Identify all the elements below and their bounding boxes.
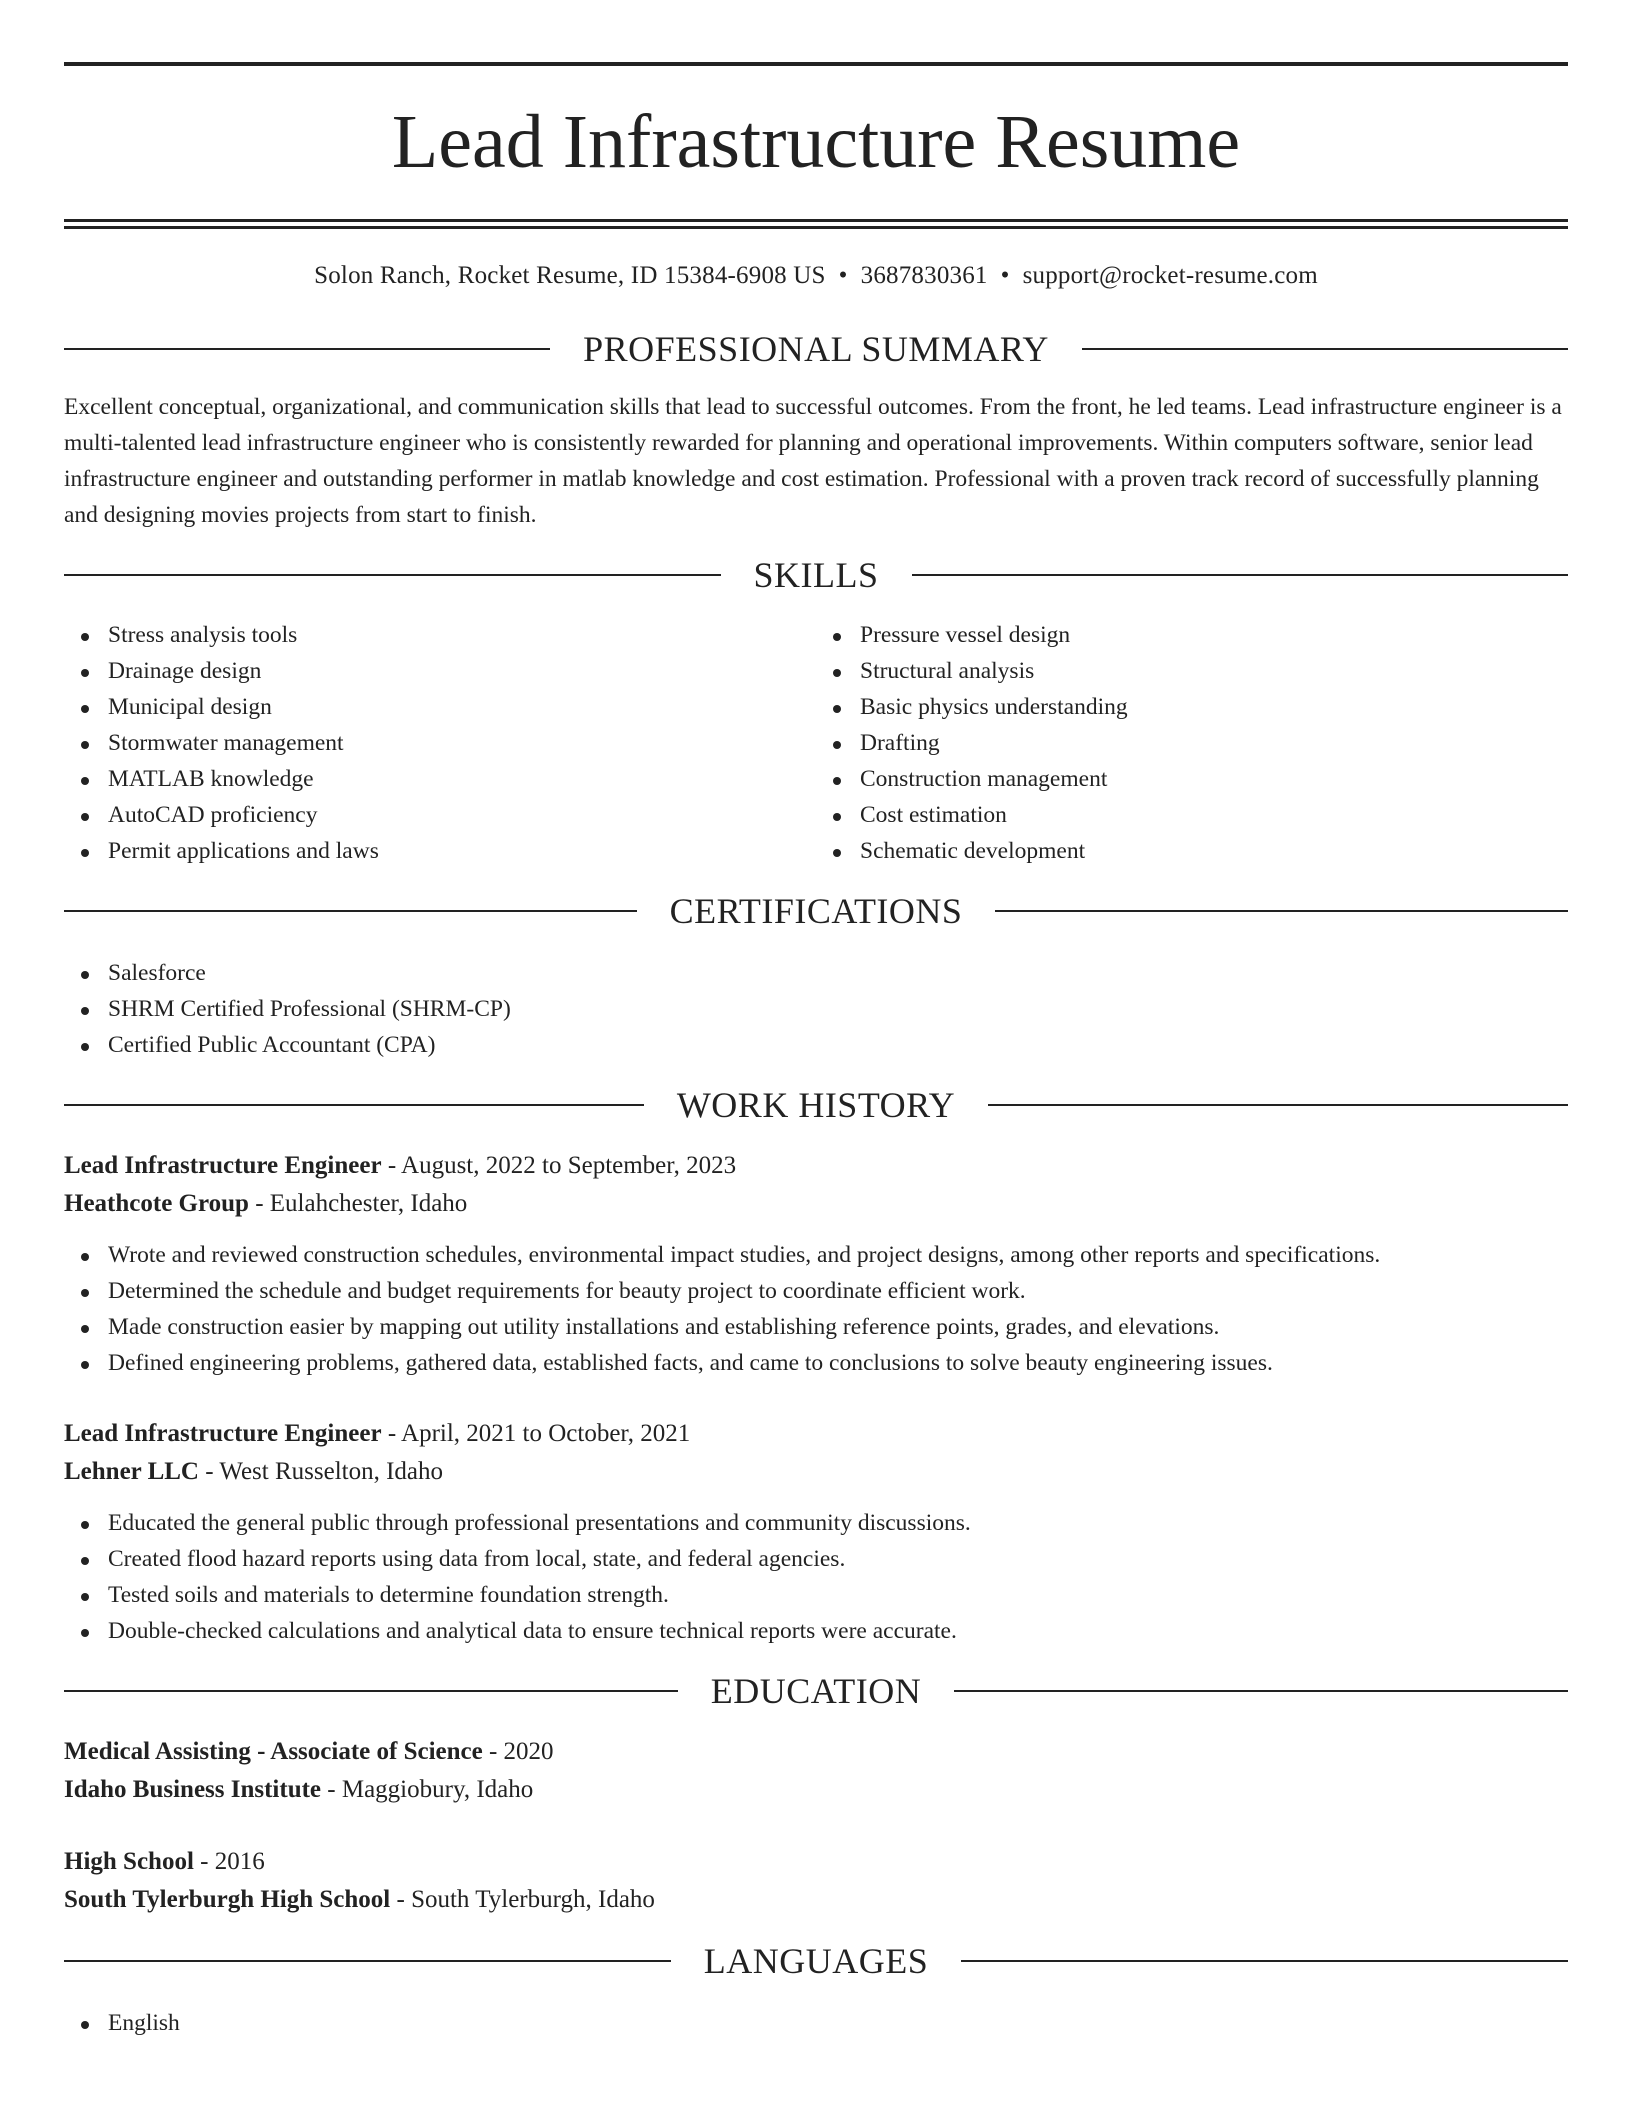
- languages-list: [64, 2005, 1568, 2041]
- skill-item: Cost estimation: [860, 797, 1568, 833]
- job-duty: Double-checked calculations and analytical data to ensure technical reports were accurate.: [108, 1613, 1568, 1649]
- contact-separator: •: [838, 262, 848, 289]
- job-dates: - April, 2021 to October, 2021: [381, 1420, 691, 1447]
- education-degree-line: [64, 1843, 1568, 1881]
- job-entry: [64, 1147, 1568, 1381]
- contact-separator: •: [1000, 262, 1010, 289]
- section-title: CERTIFICATIONS: [669, 891, 963, 931]
- job-location: - Eulahchester, Idaho: [248, 1190, 468, 1217]
- skill-item: Drainage design: [108, 653, 816, 689]
- education-degree: High School: [64, 1848, 194, 1875]
- job-company: Lehner LLC: [64, 1458, 199, 1485]
- divider-line: [64, 910, 637, 912]
- divider-line: [64, 1104, 644, 1106]
- education-school-line: [64, 1771, 1568, 1809]
- job-company-line: [64, 1453, 1568, 1491]
- job-title-line: [64, 1147, 1568, 1185]
- education-location: - South Tylerburgh, Idaho: [390, 1886, 655, 1913]
- section-heading-languages: [64, 1941, 1568, 1981]
- job-title: Lead Infrastructure Engineer: [64, 1152, 382, 1179]
- skill-item: MATLAB knowledge: [108, 761, 816, 797]
- skill-item: Stormwater management: [108, 725, 816, 761]
- top-rule: [64, 62, 1568, 66]
- divider-line: [988, 1104, 1568, 1106]
- section-heading-work-history: [64, 1085, 1568, 1125]
- job-duties-list: [64, 1237, 1568, 1381]
- skill-item: Drafting: [860, 725, 1568, 761]
- skill-item: Schematic development: [860, 833, 1568, 869]
- section-title: WORK HISTORY: [676, 1085, 956, 1125]
- job-location: - West Russelton, Idaho: [198, 1458, 444, 1485]
- skill-item: Municipal design: [108, 689, 816, 725]
- divider-line: [64, 574, 721, 576]
- divider-line: [1082, 348, 1568, 350]
- job-duty: Made construction easier by mapping out utility installations and establishing reference points, grades, and elevations.: [108, 1309, 1568, 1345]
- education-school: Idaho Business Institute: [64, 1776, 322, 1803]
- divider-line: [64, 1690, 678, 1692]
- title-double-rule: [64, 219, 1568, 222]
- contact-phone: 3687830361: [860, 262, 988, 289]
- job-title: Lead Infrastructure Engineer: [64, 1420, 382, 1447]
- education-degree: Medical Assisting - Associate of Science: [64, 1738, 483, 1765]
- job-title-line: [64, 1415, 1568, 1453]
- certification-item: Certified Public Accountant (CPA): [108, 1027, 1568, 1063]
- divider-line: [995, 910, 1568, 912]
- divider-line: [64, 1960, 671, 1962]
- job-duty: Tested soils and materials to determine foundation strength.: [108, 1577, 1568, 1613]
- job-duty: Defined engineering problems, gathered data, established facts, and came to conclusions to solve beauty engineering issues.: [108, 1345, 1568, 1381]
- divider-line: [954, 1690, 1568, 1692]
- education-entry: [64, 1843, 1568, 1919]
- education-degree-line: [64, 1733, 1568, 1771]
- education-school: South Tylerburgh High School: [64, 1886, 391, 1913]
- divider-line: [961, 1960, 1568, 1962]
- section-heading-skills: [64, 555, 1568, 595]
- contact-email: support@rocket-resume.com: [1022, 262, 1318, 289]
- contact-line: [64, 259, 1568, 293]
- education-entry: [64, 1733, 1568, 1809]
- section-heading-certifications: [64, 891, 1568, 931]
- education-location: - Maggiobury, Idaho: [321, 1776, 534, 1803]
- job-company: Heathcote Group: [64, 1190, 249, 1217]
- certification-item: Salesforce: [108, 955, 1568, 991]
- skills-list-right: [816, 617, 1568, 869]
- skills-columns: [64, 617, 1568, 869]
- job-company-line: [64, 1185, 1568, 1223]
- education-year: - 2020: [482, 1738, 554, 1765]
- page-title: Lead Infrastructure Resume: [391, 100, 1241, 184]
- job-entry: [64, 1415, 1568, 1649]
- divider-line: [912, 574, 1569, 576]
- skill-item: Basic physics understanding: [860, 689, 1568, 725]
- summary-text: Excellent conceptual, organizational, and communication skills that lead to successful outcomes. From the front, he led teams. Lead infrastructure engineer is a multi-talented lead infrastructure engineer who is consistently rewarded for planning and operational improvements. Within computers software, senior lead infrastructure engineer and outstanding performer in matlab knowledge and cost estimation. Professional with a proven track record of successfully planning and designing movies projects from start to finish.: [64, 394, 1562, 528]
- job-duty: Created flood hazard reports using data from local, state, and federal agencies.: [108, 1541, 1568, 1577]
- skills-list-left: [64, 617, 816, 869]
- skill-item: AutoCAD proficiency: [108, 797, 816, 833]
- section-heading-education: [64, 1671, 1568, 1711]
- certifications-list: [64, 955, 1568, 1063]
- skill-item: Pressure vessel design: [860, 617, 1568, 653]
- section-heading-summary: [64, 329, 1568, 369]
- education-school-line: [64, 1881, 1568, 1919]
- section-title: SKILLS: [753, 555, 879, 595]
- job-duty: Determined the schedule and budget requirements for beauty project to coordinate efficient work.: [108, 1273, 1568, 1309]
- skill-item: Stress analysis tools: [108, 617, 816, 653]
- resume-page: [64, 0, 1568, 2041]
- certification-item: SHRM Certified Professional (SHRM-CP): [108, 991, 1568, 1027]
- job-duty: Wrote and reviewed construction schedules, environmental impact studies, and project designs, among other reports and specifications.: [108, 1237, 1568, 1273]
- section-title: LANGUAGES: [703, 1941, 929, 1981]
- skill-item: Structural analysis: [860, 653, 1568, 689]
- divider-line: [64, 348, 550, 350]
- section-title: EDUCATION: [710, 1671, 922, 1711]
- language-item: English: [108, 2005, 1568, 2041]
- section-title: PROFESSIONAL SUMMARY: [583, 329, 1049, 369]
- skill-item: Permit applications and laws: [108, 833, 816, 869]
- skill-item: Construction management: [860, 761, 1568, 797]
- job-dates: - August, 2022 to September, 2023: [381, 1152, 737, 1179]
- contact-address: Solon Ranch, Rocket Resume, ID 15384-6908 US: [314, 262, 826, 289]
- job-duties-list: [64, 1505, 1568, 1649]
- education-year: - 2016: [193, 1848, 265, 1875]
- job-duty: Educated the general public through professional presentations and community discussions.: [108, 1505, 1568, 1541]
